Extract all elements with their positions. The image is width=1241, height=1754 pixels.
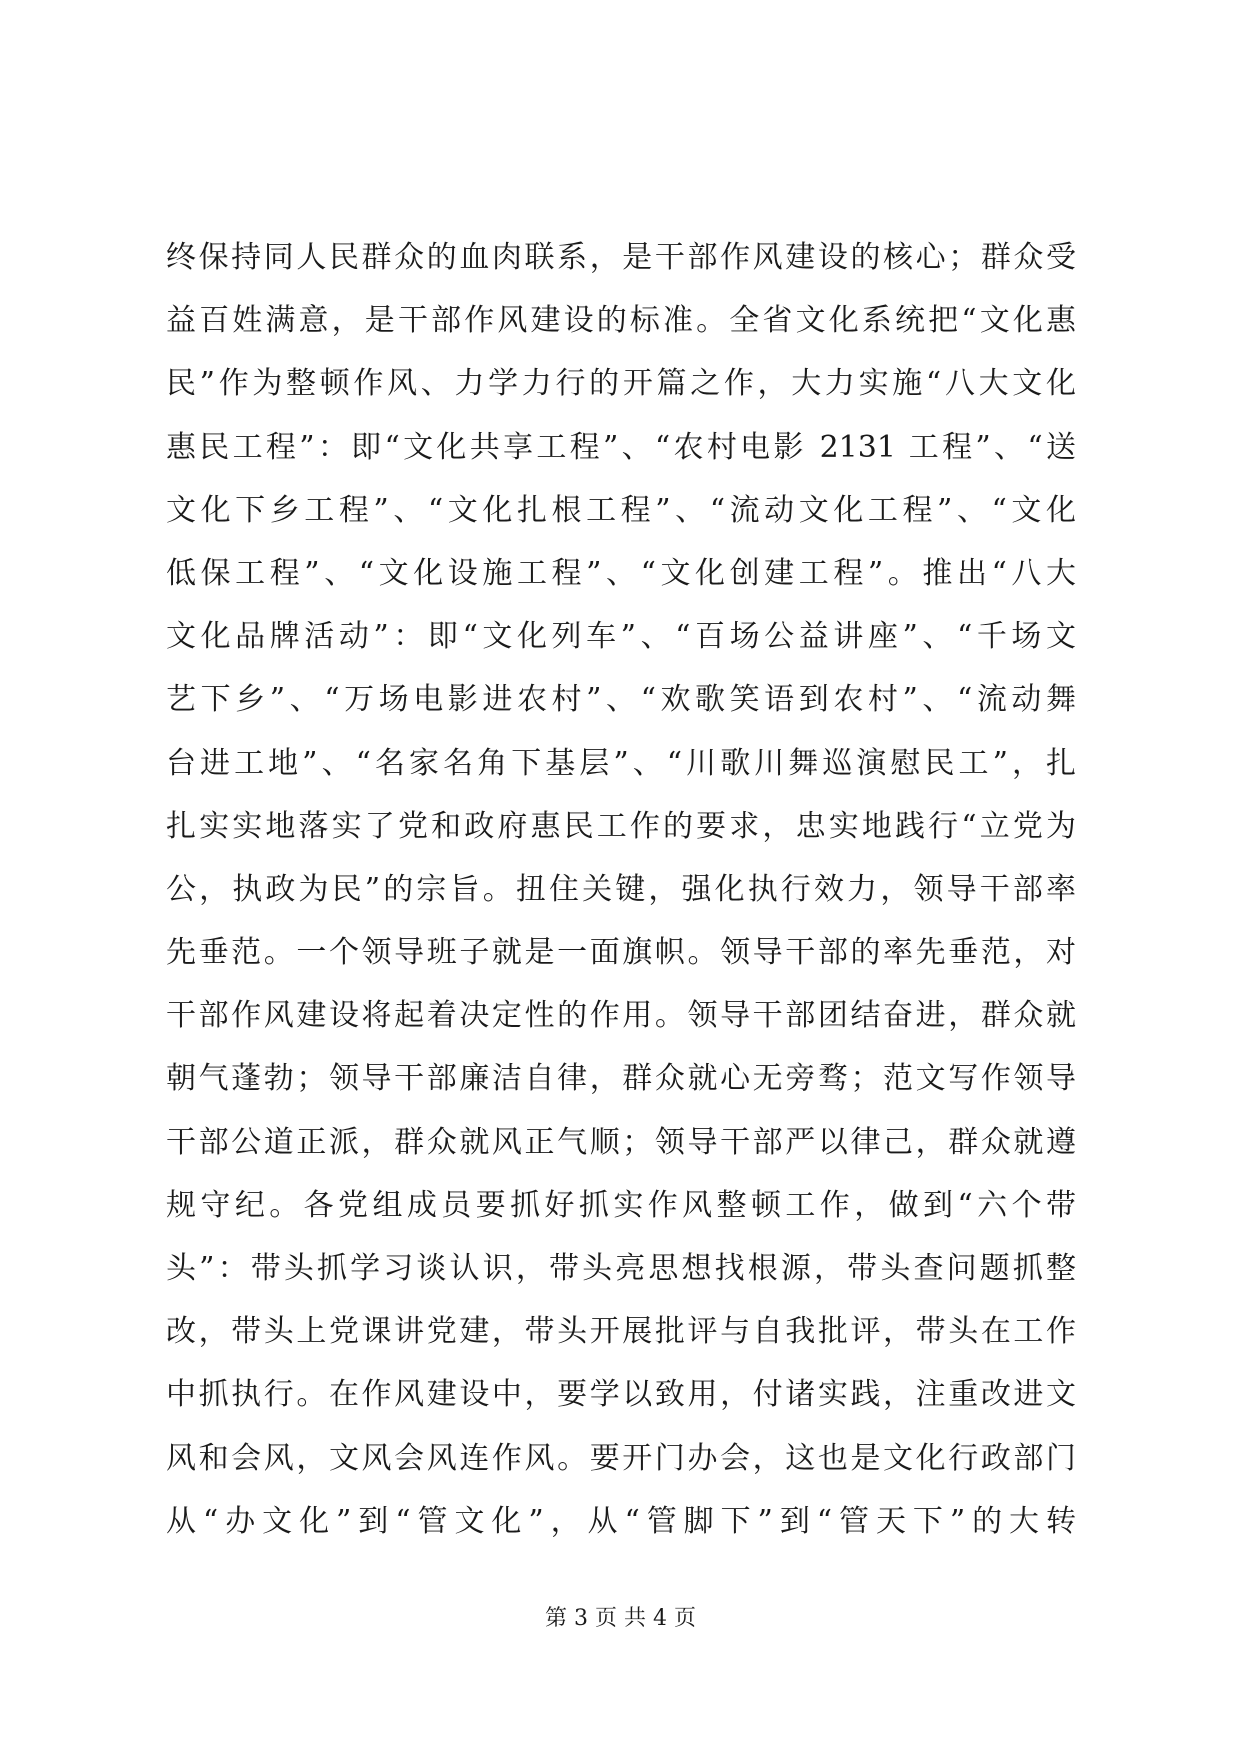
page-footer [0,1604,1241,1634]
text-line: 先垂范。一个领导班子就是一面旗帜。领导干部的率先垂范，对 [166,935,1076,971]
text-line: 终保持同人民群众的血肉联系，是干部作风建设的核心；群众受 [166,240,1076,275]
text-line: 干部公道正派，群众就风正气顺；领导干部严以律己，群众就遵 [166,1124,1076,1160]
body-text [166,226,1076,1553]
text-line: 朝气蓬勃；领导干部廉洁自律，群众就心无旁骛；范文写作领导 [166,1061,1076,1097]
text-line: 公，执政为民”的宗旨。扭住关键，强化执行效力，领导干部率 [166,871,1076,907]
text-line: 中抓执行。在作风建设中，要学以致用，付诸实践，注重改进文 [166,1377,1076,1413]
text-line: 惠民工程”：即“文化共享工程”、“农村电影 2131 工程”、“送 [166,429,1076,465]
text-line: 扎实实地落实了党和政府惠民工作的要求，忠实地践行“立党为 [166,808,1076,844]
text-line: 从“办文化”到“管文化”，从“管脚下”到“管天下”的大转 [166,1503,1076,1539]
text-line: 文化下乡工程”、“文化扎根工程”、“流动文化工程”、“文化 [166,492,1076,528]
text-line: 干部作风建设将起着决定性的作用。领导干部团结奋进，群众就 [166,998,1076,1034]
text-line: 低保工程”、“文化设施工程”、“文化创建工程”。推出“八大 [166,555,1076,591]
text-line: 文化品牌活动”：即“文化列车”、“百场公益讲座”、“千场文 [166,619,1076,655]
text-line: 艺下乡”、“万场电影进农村”、“欢歌笑语到农村”、“流动舞 [166,682,1076,718]
text-line: 风和会风，文风会风连作风。要开门办会，这也是文化行政部门 [166,1440,1076,1476]
text-line: 规守纪。各党组成员要抓好抓实作风整顿工作，做到“六个带 [166,1187,1076,1223]
text-line: 头”：带头抓学习谈认识，带头亮思想找根源，带头查问题抓整 [166,1251,1076,1286]
text-line: 台进工地”、“名家名角下基层”、“川歌川舞巡演慰民工”，扎 [166,745,1076,781]
text-line: 民”作为整顿作风、力学力行的开篇之作，大力实施“八大文化 [166,366,1076,402]
page-number-label: 第 3 页 共 4 页 [545,1606,696,1631]
text-line: 改，带头上党课讲党建，带头开展批评与自我批评，带头在工作 [166,1314,1076,1350]
text-line: 益百姓满意，是干部作风建设的标准。全省文化系统把“文化惠 [166,303,1076,339]
